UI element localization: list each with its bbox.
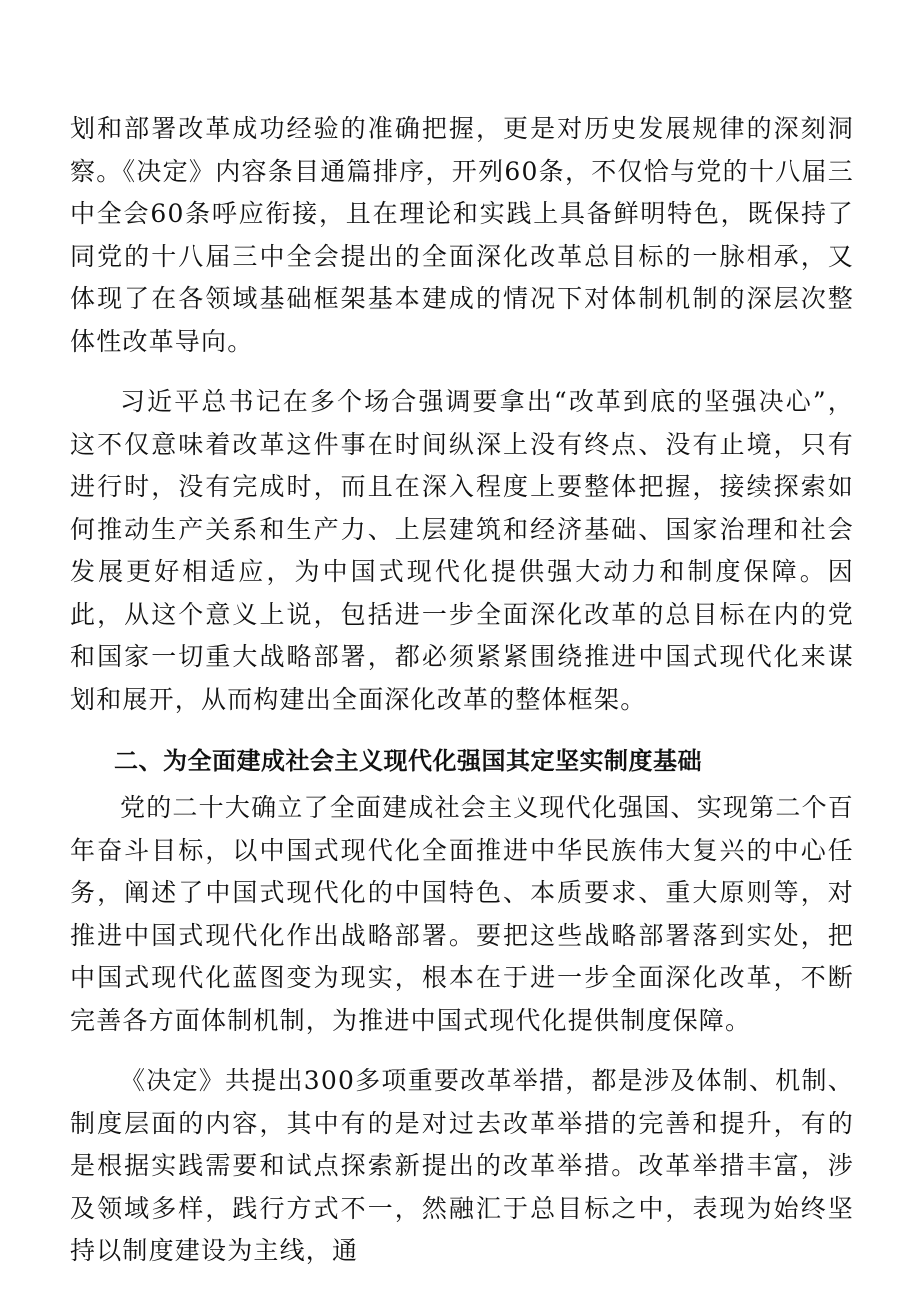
- section-heading: 二、为全面建成社会主义现代化强国其定坚实制度基础: [114, 747, 702, 775]
- paragraph-2: 习近平总书记在多个场合强调要拿出“改革到底的坚强决心”，这不仅意味着改革这件事在时间纵深上没有终点、没有止境，只有进行时，没有完成时，而且在深入程度上要整体把握，接续探索如何推动生产关系和生产力、上层建筑和经济基础、国家治理和社会发展更好相适应，为中国式现代化提供强大动力和制度保障。因此，从这个意义上说，包括进一步全面深化改革的总目标在内的党和国家一切重大战略部署，都必须紧紧围绕推进中国式现代化来谋划和展开，从而构建出全面深化改革的整体框架。: [70, 387, 854, 714]
- paragraph-3: 党的二十大确立了全面建成社会主义现代化强国、实现第二个百年奋斗目标，以中国式现代化全面推进中华民族伟大复兴的中心任务，阐述了中国式现代化的中国特色、本质要求、重大原则等，对推进中国式现代化作出战略部署。要把这些战略部署落到实处，把中国式现代化蓝图变为现实，根本在于进一步全面深化改革，不断完善各方面体制机制，为推进中国式现代化提供制度保障。: [70, 793, 854, 1035]
- paragraph-1: 划和部署改革成功经验的准确把握，更是对历史发展规律的深刻洞察。《决定》内容条目通篇排序，开列60条，不仅恰与党的十八届三中全会60条呼应衔接，且在理论和实践上具备鲜明特色，既保持了同党的十八届三中全会提出的全面深化改革总目标的一脉相承，又体现了在各领域基础框架基本建成的情况下对体制机制的深层次整体性改革导向。: [70, 114, 854, 356]
- paragraph-4: 《决定》共提出300多项重要改革举措，都是涉及体制、机制、制度层面的内容，其中有的是对过去改革举措的完善和提升，有的是根据实践需要和试点探索新提出的改革举措。改革举措丰富，涉及领域多样，践行方式不一，然融汇于总目标之中，表现为始终坚持以制度建设为主线，通: [70, 1066, 854, 1265]
- document-page: [70, 108, 854, 1273]
